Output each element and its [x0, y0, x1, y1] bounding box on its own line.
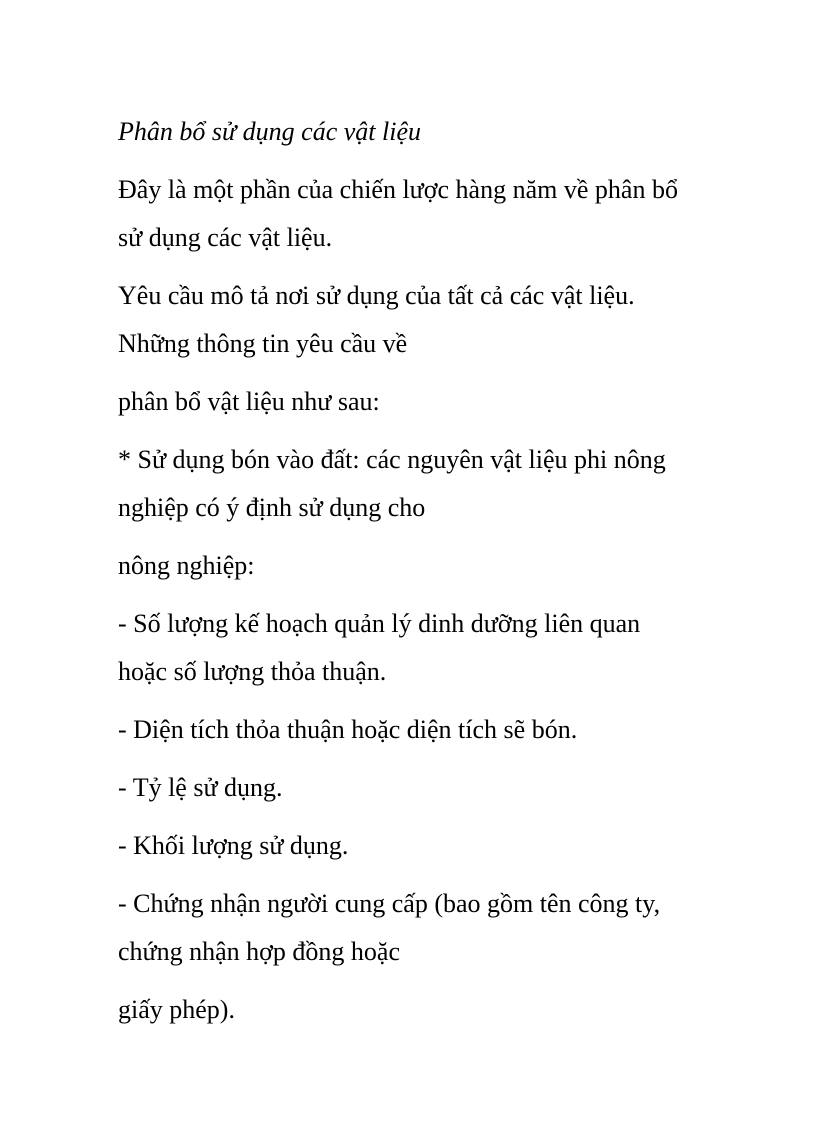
paragraph-line: Đây là một phần của chiến lược hàng năm về phân bổ	[118, 175, 678, 204]
list-item-line: chứng nhận hợp đồng hoặc	[118, 937, 401, 966]
paragraph-line: sử dụng các vật liệu.	[118, 223, 333, 252]
list-item-line: - Chứng nhận người cung cấp (bao gồm tên công ty,	[118, 889, 661, 918]
section-title: Phân bổ sử dụng các vật liệu	[118, 117, 422, 146]
list-item-line: - Khối lượng sử dụng.	[118, 831, 349, 860]
document-body	[118, 108, 758, 1034]
list-item-line: * Sử dụng bón vào đất: các nguyên vật liệu phi nông	[118, 445, 666, 474]
paragraph-line: Yêu cầu mô tả nơi sử dụng của tất cả các vật liệu.	[118, 281, 635, 310]
list-item-line: nghiệp có ý định sử dụng cho	[118, 493, 426, 522]
paragraph-line: nông nghiệp:	[118, 551, 255, 580]
list-item-line: hoặc số lượng thỏa thuận.	[118, 657, 387, 686]
list-item-line: giấy phép).	[118, 995, 235, 1024]
paragraph-line: phân bổ vật liệu như sau:	[118, 387, 380, 416]
list-item-line: - Tỷ lệ sử dụng.	[118, 773, 283, 802]
paragraph-line: Những thông tin yêu cầu về	[118, 329, 408, 358]
list-item-line: - Diện tích thỏa thuận hoặc diện tích sẽ bón.	[118, 715, 578, 744]
list-item-line: - Số lượng kế hoạch quản lý dinh dưỡng liên quan	[118, 609, 641, 638]
